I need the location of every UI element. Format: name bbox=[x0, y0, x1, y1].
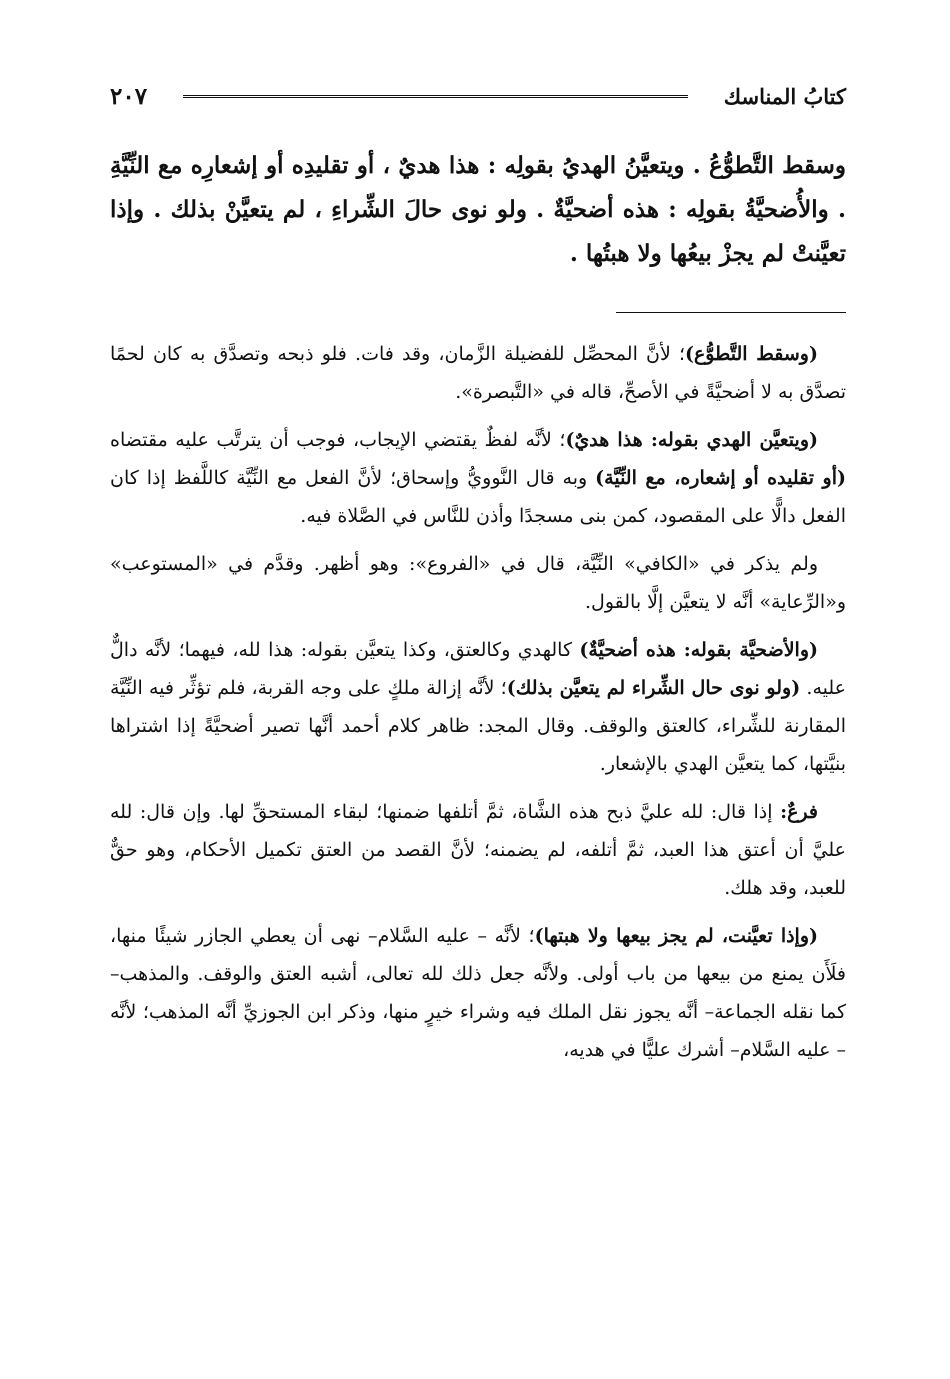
commentary-paragraph bbox=[110, 793, 846, 907]
commentary-paragraph bbox=[110, 335, 846, 411]
commentary-lead: (والأضحيَّة بقوله: هذه أضحيَّةٌ) bbox=[579, 639, 818, 661]
commentary-text: ولم يذكر في «الكافي» النِّيَّة، قال في «الفروع»: وهو أظهر. وقدَّم في «المستوعب» و«الرِّعاية» أنَّه لا يتعيَّن إلَّا بالقول. bbox=[110, 553, 846, 613]
commentary-lead: (وإذا تعيَّنت، لم يجز بيعها ولا هبتها) bbox=[534, 925, 819, 947]
commentary-text: كالهدي وكالعتق، وكذا يتعيَّن بقوله: هذا لله، فيهما؛ لأنَّه دالٌّ عليه. bbox=[110, 639, 847, 699]
commentary-text: إذا قال: لله عليَّ ذبح هذه الشَّاة، ثمَّ أتلفها ضمنها؛ لبقاء المستحقِّ لها. وإن قال: لله عليَّ أن أعتق هذا العبد، ثمَّ أتلفه، لم يضمنه؛ لأنَّ القصد من العتق تكميل الأحكام، وهو حقٌّ للعبد، وقد هلك. bbox=[110, 801, 846, 899]
commentary-text: ؛ لأنَّه – عليه السَّلام– نهى أن يعطي الجازر شيئًا منها، فلَأَن يمنع من بيعها من باب أولى. ولأنَّه جعل ذلك لله تعالى، أشبه العتق والوقف. والمذهب– كما نقله الجماعة– أنَّه يجوز نقل الملك فيه وشراء خيرٍ منها، وذكر ابن الجوزيِّ أنَّه المذهب؛ لأنَّه – عليه السَّلام– أشرك عليًّا في هديه، bbox=[110, 925, 846, 1061]
commentary-paragraph bbox=[110, 421, 846, 535]
commentary-paragraph bbox=[110, 545, 846, 621]
commentary-lead: (ولو نوى حال الشِّراء لم يتعيَّن بذلك) bbox=[506, 677, 801, 699]
commentary-lead: (أو تقليده أو إشعاره، مع النِّيَّة) bbox=[595, 467, 846, 489]
commentary-lead: فرعٌ: bbox=[780, 801, 818, 823]
commentary-paragraph bbox=[110, 631, 846, 783]
commentary-paragraph bbox=[110, 917, 846, 1069]
footnote-divider bbox=[616, 312, 846, 313]
page-header bbox=[110, 78, 846, 114]
commentary-lead: (ويتعيَّن الهدي بقوله: هذا هديٌ) bbox=[565, 429, 818, 451]
running-title: كتابُ المناسك bbox=[723, 83, 846, 109]
page-number: ٢٠٧ bbox=[110, 82, 148, 110]
commentary-text: ؛ لأنَّ المحصِّل للفضيلة الزَّمان، وقد فات. فلو ذبحه وتصدَّق به كان لحمًا تصدَّق به لا أضحيَّةً في الأصحِّ، قاله في «التَّبصرة». bbox=[110, 343, 846, 403]
commentary bbox=[110, 335, 846, 1069]
commentary-lead: (وسقط التَّطوُّع) bbox=[684, 343, 818, 365]
header-rule bbox=[183, 95, 688, 98]
commentary-text: ؛ لأنَّه لفظٌ يقتضي الإيجاب، فوجب أن يترتَّب عليه مقتضاه bbox=[110, 429, 566, 451]
commentary-text: ؛ لأنَّه إزالة ملكٍ على وجه القربة، فلم تؤثِّر فيه النِّيَّة المقارنة للشِّراء، كالعتق والوقف. وقال المجد: ظاهر كلام أحمد أنَّها تصير أضحيَّةً إذا اشتراها بنيَّتها، كما يتعيَّن الهدي بالإشعار. bbox=[110, 677, 846, 775]
main-text: وسقط التَّطوُّعُ . ويتعيَّنُ الهديُ بقولِه : هذا هديٌ ، أو تقليدِه أو إشعارِه مع النِّيَّةِ . والأُضحيَّةُ بقولِه : هذه أضحيَّةٌ . ولو نوى حالَ الشِّراءِ ، لم يتعيَّنْ بذلك . وإذا تعيَّنتْ لم يجزْ بيعُها ولا هبتُها . bbox=[110, 152, 846, 267]
commentary-text: وبه قال النَّوويُّ وإسحاق؛ لأنَّ الفعل مع النِّيَّة كاللَّفظ إذا كان الفعل دالًّا على المقصود، كمن بنى مسجدًا وأذن للنَّاس في الصَّلاة فيه. bbox=[110, 467, 846, 527]
